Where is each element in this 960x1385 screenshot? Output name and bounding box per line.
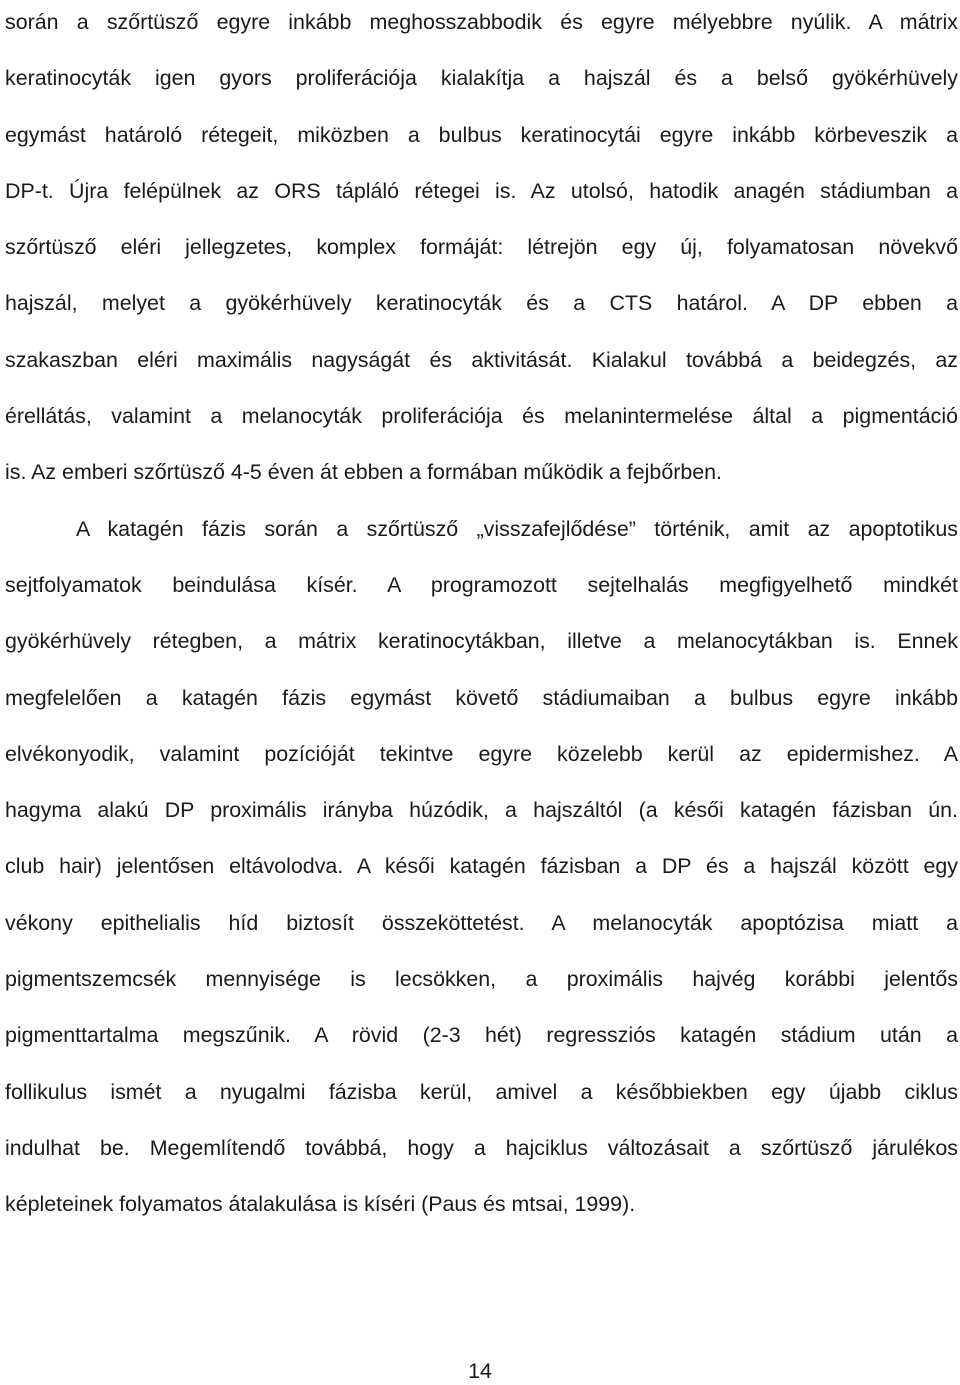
text-line: szőrtüsző eléri jellegzetes, komplex formáját: létrejön egy új, folyamatosan növekvő xyxy=(5,235,958,260)
text-line: keratinocyták igen gyors proliferációja kialakítja a hajszál és a belső gyökérhüvely xyxy=(5,66,958,91)
text-line: club hair) jelentősen eltávolodva. A késői katagén fázisban a DP és a hajszál között egy xyxy=(5,854,958,879)
page-number: 14 xyxy=(468,1359,492,1383)
text-line: során a szőrtüsző egyre inkább meghosszabbodik és egyre mélyebbre nyúlik. A mátrix xyxy=(5,10,958,34)
text-line: egymást határoló rétegeit, miközben a bulbus keratinocytái egyre inkább körbeveszik a xyxy=(5,122,958,147)
text-line: képleteinek folyamatos átalakulása is kíséri (Paus és mtsai, 1999). xyxy=(5,1192,636,1217)
body-text xyxy=(5,0,958,1233)
text-line: follikulus ismét a nyugalmi fázisba kerül, amivel a későbbiekben egy újabb ciklus xyxy=(5,1079,958,1104)
text-line: elvékonyodik, valamint pozícióját tekintve egyre közelebb kerül az epidermishez. A xyxy=(5,741,958,766)
text-line: is. Az emberi szőrtüsző 4-5 éven át ebben a formában működik a fejbőrben. xyxy=(5,460,722,485)
text-line-first: A katagén fázis során a szőrtüsző „visszafejlődése” történik, amit az apoptotikus xyxy=(76,516,958,541)
text-line: indulhat be. Megemlítendő továbbá, hogy a hajciklus változásait a szőrtüsző járulékos xyxy=(5,1135,958,1160)
text-line: érellátás, valamint a melanocyták proliferációja és melanintermelése által a pigmentáció xyxy=(5,404,958,429)
text-line: hagyma alakú DP proximális irányba húzódik, a hajszáltól (a késői katagén fázisban ún. xyxy=(5,798,958,823)
text-line: pigmentszemcsék mennyisége is lecsökken, a proximális hajvég korábbi jelentős xyxy=(5,967,958,992)
paragraph-katagen xyxy=(5,501,958,1233)
text-line: pigmenttartalma megszűnik. A rövid (2-3 hét) regressziós katagén stádium után a xyxy=(5,1023,958,1048)
text-line: sejtfolyamatok beindulása kísér. A programozott sejtelhalás megfigyelhető mindkét xyxy=(5,572,958,597)
text-line: megfelelően a katagén fázis egymást követő stádiumaiban a bulbus egyre inkább xyxy=(5,685,958,710)
text-line: DP-t. Újra felépülnek az ORS tápláló rétegei is. Az utolsó, hatodik anagén stádiumban a xyxy=(5,178,958,203)
text-line: vékony epithelialis híd biztosít összeköttetést. A melanocyták apoptózisa miatt a xyxy=(5,910,958,935)
text-line: szakaszban eléri maximális nagyságát és aktivitását. Kialakul továbbá a beidegzés, az xyxy=(5,347,958,372)
text-line: hajszál, melyet a gyökérhüvely keratinocyták és a CTS határol. A DP ebben a xyxy=(5,291,958,316)
text-line: gyökérhüvely rétegben, a mátrix keratinocytákban, illetve a melanocytákban is. Ennek xyxy=(5,629,958,654)
paragraph-anagen-continued xyxy=(5,0,958,501)
